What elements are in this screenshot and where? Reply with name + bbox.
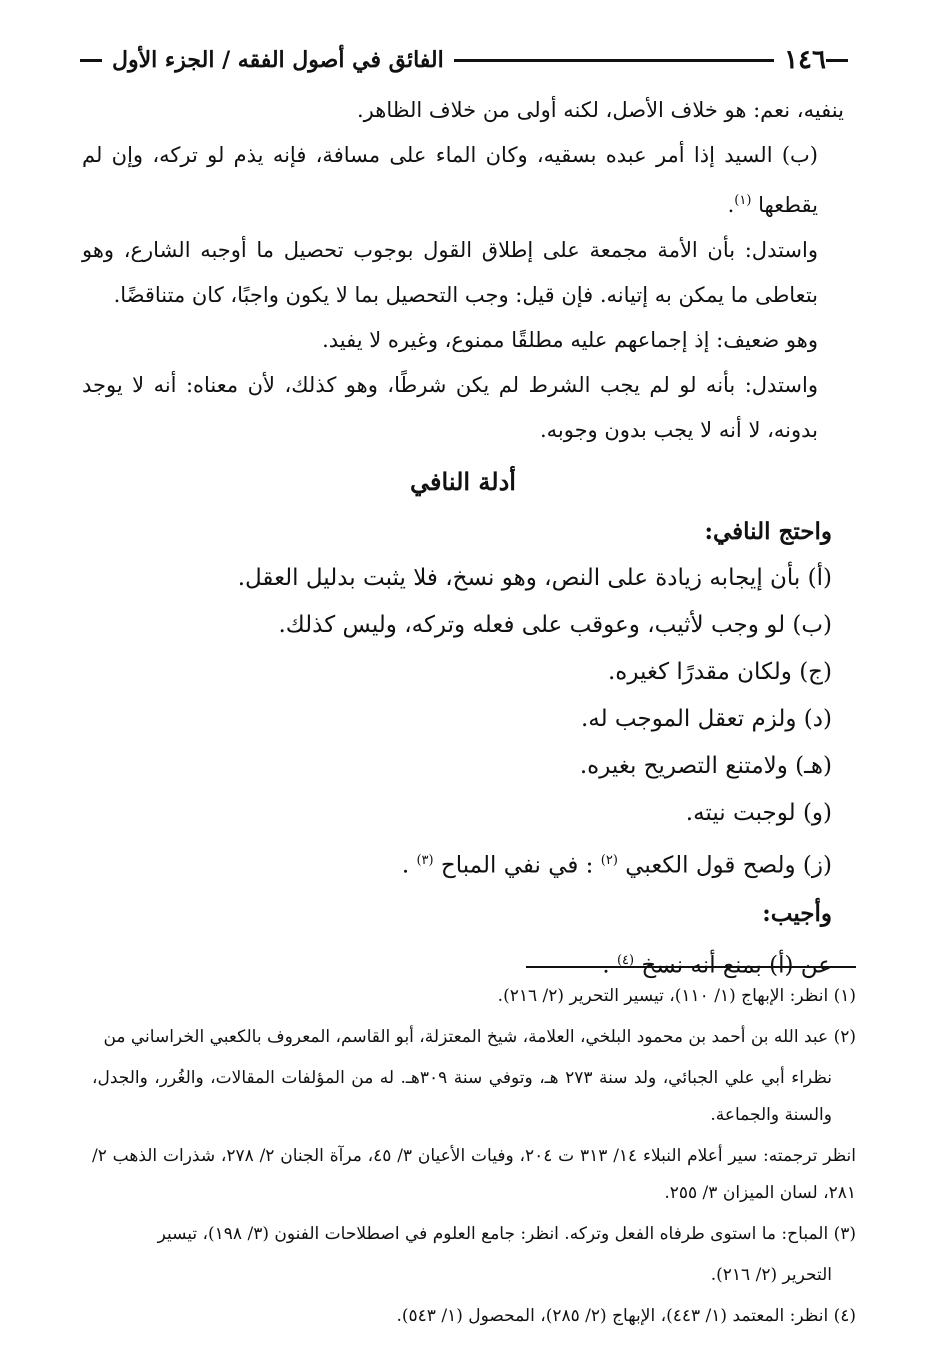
footnote-ref: (١): [734, 193, 752, 208]
paragraph: واستدل: بأن الأمة مجمعة على إطلاق القول بوجوب تحصيل ما أوجبه الشارع، وهو بتعاطى ما يمكن به إتيانه. فإن قيل: وجب التحصيل بما لا يكون واجبًا، كان متناقضًا.: [82, 238, 818, 307]
footnote-ref: (٢): [600, 853, 618, 868]
footnote: (٢) عبد الله بن أحمد بن محمود البلخي، العلامة، شيخ المعتزلة، أبو القاسم، المعروف بالكعبي الخراساني من: [103, 1027, 856, 1047]
footnote-continuation: نظراء أبي علي الجبائي، ولد سنة ٢٧٣ هـ، وتوفي سنة ٣٠٩هـ. له من المؤلفات المقالات، والغُرر، والجدل، والسنة والجماعة.: [92, 1068, 832, 1125]
list-item: (د) ولزم تعقل الموجب له.: [580, 706, 832, 732]
page-number: ١٤٦: [784, 45, 826, 75]
period: .: [401, 852, 417, 879]
list-item: (أ) بأن إيجابه زيادة على النص، وهو نسخ، فلا يثبت بدليل العقل.: [237, 565, 832, 591]
header-rule-short: [826, 59, 848, 62]
period: .: [602, 952, 617, 979]
footnote-continuation: انظر ترجمته: سير أعلام النبلاء ١٤/ ٣١٣ ت ٢٠٤، وفيات الأعيان ٣/ ٤٥، مرآة الجنان ٢/ ٢٧٨، شذرات الذهب ٢/ ٢٨١، لسان الميزان ٣/ ٢٥٥.: [92, 1146, 856, 1203]
footnote: (١) انظر: الإبهاج (١/ ١١٠)، تيسير التحرير (٢/ ٢١٦).: [497, 986, 856, 1006]
list-intro: واحتج النافي:: [704, 518, 832, 545]
arguments-list: [82, 508, 844, 989]
list-item: (ج) ولكان مقدرًا كغيره.: [607, 659, 832, 685]
footnote: (٣) المباح: ما استوى طرفاه الفعل وتركه. انظر: جامع العلوم في اصطلاحات الفنون (٣/ ١٩٨)، تيسير: [157, 1224, 856, 1244]
list-item: (ب) لو وجب لأثيب، وعوقب على فعله وتركه، وليس كذلك.: [278, 612, 832, 638]
list-item: (و) لوجبت نيته.: [685, 800, 832, 826]
footnote: (٤) انظر: المعتمد (١/ ٤٤٣)، الإبهاج (٢/ ٢٨٥)، المحصول (١/ ٥٤٣).: [396, 1306, 856, 1326]
footnote-ref: (٣): [416, 853, 434, 868]
header-rule: [454, 59, 774, 62]
footnote-ref: (٤): [616, 952, 635, 968]
answer-intro: وأجيب:: [762, 899, 832, 927]
header-rule-short-end: [80, 59, 102, 62]
paragraph: [82, 133, 844, 228]
running-title: الفائق في أصول الفقه / الجزء الأول: [112, 47, 444, 73]
paragraph: ينفيه، نعم: هو خلاف الأصل، لكنه أولى من خلاف الظاهر.: [357, 98, 844, 122]
footnote-divider: [526, 966, 856, 968]
main-text: [82, 88, 844, 989]
footnotes: [92, 978, 856, 1339]
paragraph-text: (ب) السيد إذا أمر عبده بسقيه، وكان الماء على مسافة، فإنه يذم لو تركه، وإن لم يقطعها: [82, 143, 818, 217]
list-item-text: (ز) ولصح قول الكعبي: [625, 852, 832, 879]
footnote-continuation: التحرير (٢/ ٢١٦).: [710, 1265, 832, 1285]
period: .: [727, 193, 735, 217]
list-item-text: : في نفي المباح: [440, 852, 594, 879]
list-item: (هـ) ولامتنع التصريح بغيره.: [579, 753, 832, 779]
list-item-text: عن (أ) بمنع أنه نسخ: [641, 952, 832, 979]
section-heading: أدلة النافي: [410, 467, 516, 496]
list-item: [82, 837, 832, 890]
running-header: [80, 40, 848, 80]
paragraph: وهو ضعيف: إذ إجماعهم عليه مطلقًا ممنوع، وغيره لا يفيد.: [322, 328, 818, 352]
paragraph: واستدل: بأنه لو لم يجب الشرط لم يكن شرطًا، وهو كذلك، لأن معناه: أنه لا يوجد بدونه، لا أنه لا يجب بدون وجوبه.: [82, 373, 818, 442]
